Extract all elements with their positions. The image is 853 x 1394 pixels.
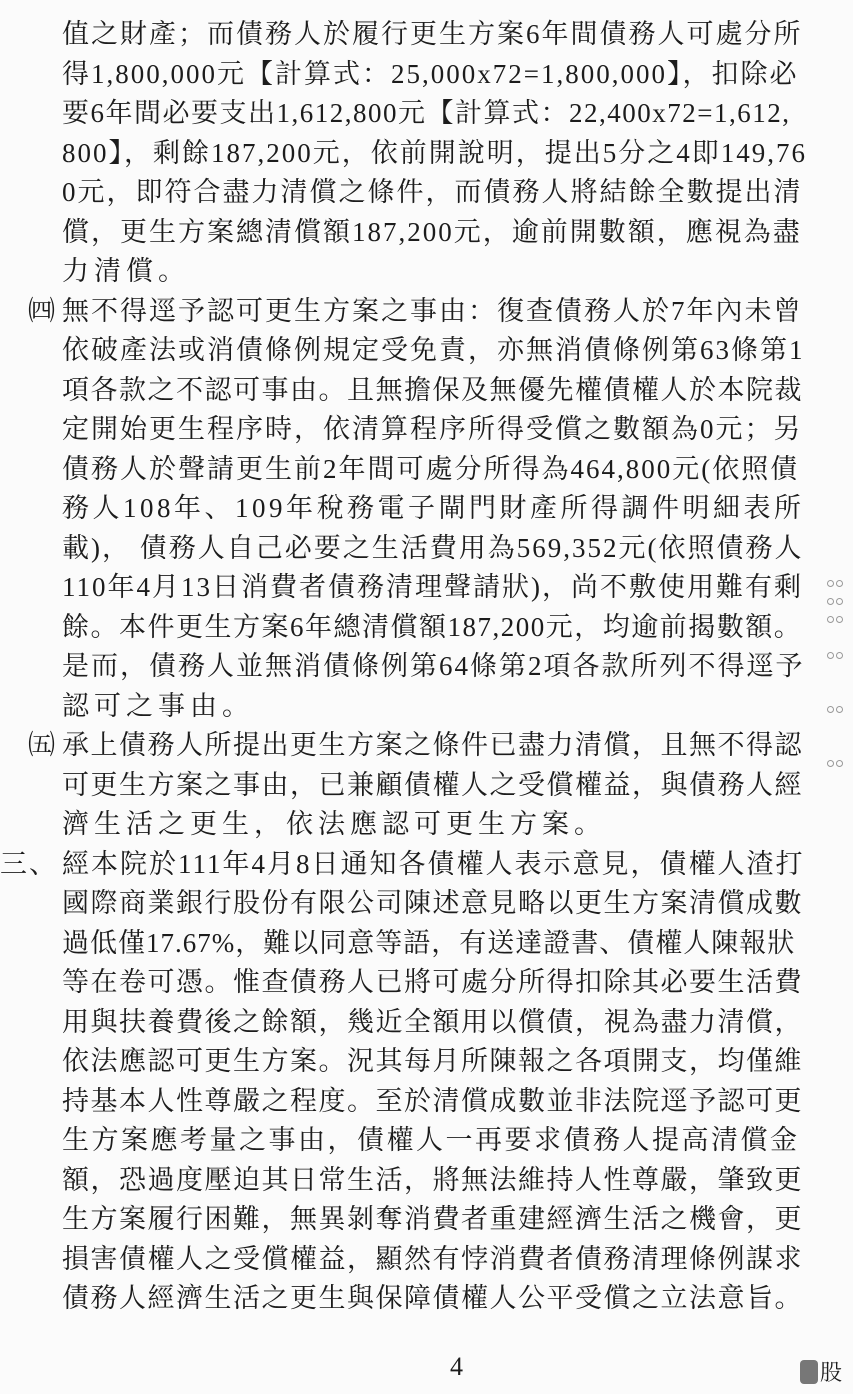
text-line: [0, 489, 853, 529]
line-text: 等在卷可憑。惟查債務人已將可處分所得扣除其必要生活費: [62, 967, 803, 997]
section-marker: ㈣: [28, 295, 55, 326]
text-line: [0, 410, 853, 450]
line-text: 值之財產；而債務人於履行更生方案6年間債務人可處分所: [62, 19, 803, 49]
line-text: 用與扶養費後之餘額，幾近全額用以償債，視為盡力清償，: [62, 1006, 803, 1037]
line-text: 償，更生方案總清償額187,200元，逾前開數額，應視為盡: [62, 216, 802, 247]
text-line: [0, 1279, 853, 1319]
line-text: 要6年間必要支出1,612,800元【計算式：22,400x72=1,612,: [62, 98, 791, 128]
line-text: 得1,800,000元【計算式：25,000x72=1,800,000】，扣除必: [62, 58, 799, 89]
line-text: 是而，債務人並無消債條例第64條第2項各款所列不得逕予: [62, 651, 805, 681]
text-line: [0, 94, 853, 134]
text-line: [0, 924, 853, 964]
text-line: [0, 1003, 853, 1043]
text-line: [0, 1200, 853, 1240]
line-text: 持基本人性尊嚴之程度。至於清償成數並非法院逕予認可更: [62, 1085, 803, 1116]
line-text: 債務人於聲請更生前2年間可處分所得為464,800元(依照債: [62, 453, 800, 484]
text-line: [0, 766, 853, 806]
text-line: [0, 1121, 853, 1161]
text-line: [0, 845, 853, 885]
text-line: [0, 568, 853, 608]
line-text: 依法應認可更生方案。況其每月所陳報之各項開支，均僅維: [62, 1046, 803, 1076]
page-number: 4: [450, 1352, 463, 1381]
text-line: [0, 726, 853, 766]
line-text: 0元，即符合盡力清償之條件，而債務人將結餘全數提出清: [62, 177, 803, 207]
text-line: [0, 884, 853, 924]
line-text: 無不得逕予認可更生方案之事由：復查債務人於7年內未曾: [62, 295, 803, 326]
text-line: [0, 292, 853, 332]
line-text: 生方案應考量之事由，債權人一再要求債務人提高清償金: [62, 1125, 800, 1155]
text-line: [0, 252, 853, 292]
text-line: [0, 647, 853, 687]
line-text: 可更生方案之事由，已兼顧債權人之受償權益，與債務人經: [62, 769, 803, 800]
line-text: 800】，剩餘187,200元，依前開說明，提出5分之4即149,76: [62, 137, 807, 168]
line-text: 依破產法或消債條例規定受免責，亦無消債條例第63條第1: [62, 335, 805, 365]
line-text: 生方案履行困難，無異剝奪消費者重建經濟生活之機會，更: [62, 1204, 803, 1234]
text-line: [0, 1042, 853, 1082]
stamp-label: 股: [820, 1360, 843, 1385]
text-line: [0, 687, 853, 727]
text-line: [0, 134, 853, 174]
line-text: 債務人經濟生活之更生與保障債權人公平受償之立法意旨。: [62, 1283, 803, 1313]
line-text: 額，恐過度壓迫其日常生活，將無法維持人性尊嚴，肇致更: [62, 1164, 803, 1195]
line-text: 承上債務人所提出更生方案之條件已盡力清償，且無不得認: [62, 730, 803, 760]
text-line: [0, 1161, 853, 1201]
section-stamp: [800, 1356, 842, 1387]
text-line: [0, 1240, 853, 1280]
line-text: 務人108年、109年稅務電子閘門財產所得調件明細表所: [62, 493, 805, 523]
line-text: 濟生活之更生，依法應認可更生方案。: [62, 809, 606, 839]
text-line: [0, 15, 853, 55]
text-line: [0, 805, 853, 845]
text-line: [0, 450, 853, 490]
line-text: 110年4月13日消費者債務清理聲請狀)，尚不敷使用難有剩: [62, 572, 803, 602]
line-text: 認可之事由。: [62, 690, 254, 721]
line-text: 國際商業銀行股份有限公司陳述意見略以更生方案清償成數: [62, 888, 803, 918]
line-text: 損害債權人之受償權益，顯然有悖消費者債務清理條例謀求: [62, 1243, 803, 1274]
text-line: [0, 55, 853, 95]
line-text: 過低僅17.67%，難以同意等語，有送達證書、債權人陳報狀: [62, 927, 796, 958]
text-line: [0, 608, 853, 648]
section-marker: ㈤: [28, 730, 55, 760]
document-body: [0, 15, 853, 1319]
text-line: [0, 173, 853, 213]
line-text: 經本院於111年4月8日通知各債權人表示意見，債權人渣打: [62, 848, 805, 879]
line-text: 力清償。: [62, 256, 190, 286]
line-text: 項各款之不認可事由。且無擔保及無優先權債權人於本院裁: [62, 374, 803, 405]
redaction-box: [800, 1360, 818, 1384]
section-marker: 三、: [0, 848, 58, 879]
text-line: [0, 331, 853, 371]
binding-holes: [826, 575, 850, 773]
line-text: 餘。本件更生方案6年總清償額187,200元，均逾前揭數額。: [62, 611, 803, 642]
text-line: [0, 371, 853, 411]
line-text: 載)， 債務人自己必要之生活費用為569,352元(依照債務人: [62, 532, 804, 563]
line-text: 定開始更生程序時，依清算程序所得受償之數額為0元；另: [62, 414, 803, 444]
text-line: [0, 213, 853, 253]
text-line: [0, 963, 853, 1003]
text-line: [0, 529, 853, 569]
text-line: [0, 1082, 853, 1122]
